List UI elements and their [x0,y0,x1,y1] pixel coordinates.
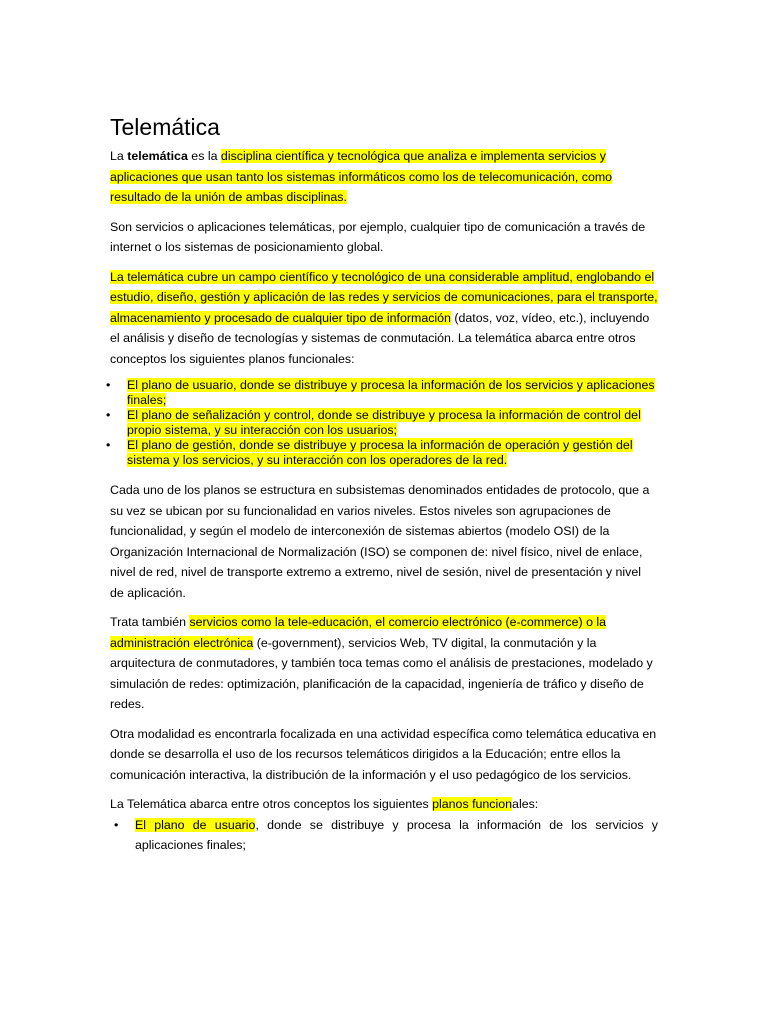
highlighted-text: El plano de señalización y control, donde se distribuye y procesa la información de control del propio sistema, y su interacción con los usuarios; [127,408,641,437]
paragraph-protocol: Cada uno de los planos se estructura en subsistemas denominados entidades de protocolo, que a su vez se ubican por su funcionalidad en varios niveles. Estos niveles son agrupaciones de funcionalidad, y según el modelo de interconexión de sistemas abiertos (modelo OSI) de la Organización Internacional de Normalización (ISO) se componen de: nivel físico, nivel de enlace, nivel de red, nivel de transporte extremo a extremo, nivel de sesión, nivel de presentación y nivel de aplicación. [110,483,650,600]
document-title: Telemática [110,114,220,140]
paragraph-services [110,612,658,715]
planes-list [106,378,658,468]
text: La [110,149,128,163]
paragraph-planes-intro [110,794,658,815]
highlighted-text: La telemática cubre un campo científico y tecnológico de una considerable amplitud, englobando el estudio, diseño, gestión y aplicación de las redes y servicios de comunicaciones, para el transporte, almacenamiento y procesado de cualquier tipo de información [110,269,658,325]
document-body [106,112,658,868]
paragraph-education: Otra modalidad es encontrarla focalizada en una actividad específica como telemática educativa en donde se desarrolla el uso de los recursos telemáticos dirigidos a la Educación; entre ellos la comunicación interactiva, la distribución de la información y el uso pedagógico de los servicios. [110,726,657,782]
bullet-icon: • [106,378,111,392]
list-item [106,438,658,468]
bullet-icon: • [106,438,111,452]
bullet-icon: • [106,408,111,422]
bold-term: telemática [127,149,188,163]
bullet-icon: • [114,817,119,832]
highlighted-text: disciplina científica y tecnológica que analiza e implementa servicios y aplicaciones que usan tanto los sistemas informáticos como los de telecomunicación, como resultado de la unión de ambas disciplinas. [110,149,613,204]
text: ales: [512,797,539,811]
highlighted-text: El plano de usuario, donde se distribuye y procesa la información de los servicios y aplicaciones finales; [127,378,655,407]
text: La Telemática abarca entre otros conceptos los siguientes [110,797,433,811]
highlighted-text: planos funcion [432,797,513,811]
planes-list-2 [110,815,658,856]
text: (e-government), servicios Web, TV digital, la conmutación y la arquitectura de conmutadores, y también toca temas como el análisis de prestaciones, modelado y simulación de redes: optimización, planificación de la capacidad, ingeniería de tráfico y diseño de redes. [110,635,653,711]
list-item [106,378,658,408]
text: (datos, voz, vídeo, etc.), incluyendo el análisis y diseño de tecnologías y sistemas de conmutación. La telemática abarca entre otros conceptos los siguientes planos funcionales: [110,310,650,366]
paragraph-definition [110,146,658,208]
paragraph-scope [110,267,658,370]
highlighted-text: El plano de usuario [135,817,256,832]
highlighted-text: servicios como la tele-educación, el comercio electrónico (e-commerce) o la administración electrónica [110,615,607,650]
list-item [106,408,658,438]
text: , donde se distribuye y procesa la información de los servicios y aplicaciones finales; [135,817,658,852]
highlighted-text: El plano de gestión, donde se distribuye y procesa la información de operación y gestión del sistema y los servicios, y su interacción con los operadores de la red. [127,438,633,467]
paragraph-examples: Son servicios o aplicaciones telemáticas, por ejemplo, cualquier tipo de comunicación a través de internet o los sistemas de posicionamiento global. [110,219,646,254]
text: Trata también [110,615,190,629]
list-item [110,815,658,856]
text: es la [187,149,221,163]
